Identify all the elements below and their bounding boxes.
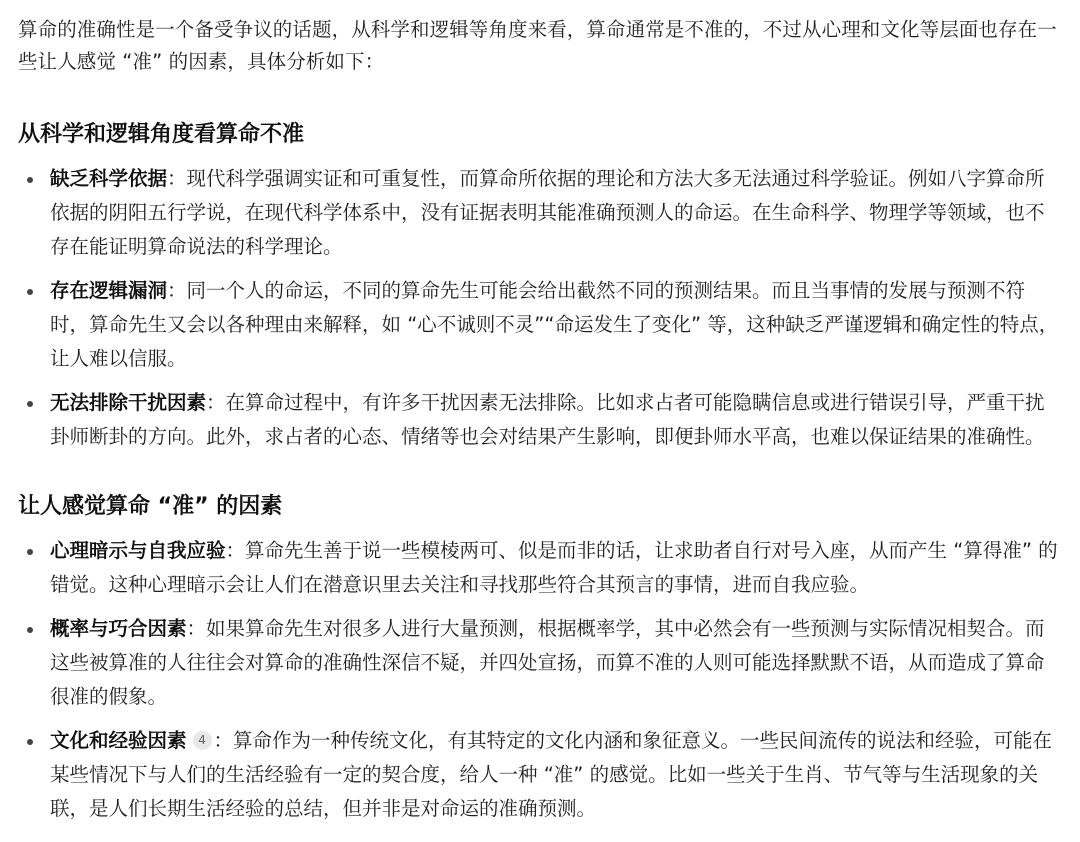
bullet-text: 同一个人的命运，不同的算命先生可能会给出截然不同的预测结果。而且当事情的发展与预测不符时，算命先生又会以各种理由来解释，如 “心不诚则不灵”“命运发生了变化” 等，这种缺乏严谨逻辑和确定性的特点，让人难以信服。 (50, 279, 1059, 370)
list-item (18, 724, 1060, 826)
list-item (18, 162, 1060, 264)
bullet-term: 概率与巧合因素 (50, 617, 187, 640)
section-title-science: 从科学和逻辑角度看算命不准 (18, 122, 305, 147)
bullet-separator: ： (206, 391, 226, 414)
bullet-term: 存在逻辑漏洞 (50, 279, 168, 302)
section-title-accuracy-factors: 让人感觉算命 “准” 的因素 (18, 494, 283, 519)
intro-paragraph: 算命的准确性是一个备受争议的话题，从科学和逻辑等角度来看，算命通常是不准的，不过从心理和文化等层面也存在一些让人感觉 “准” 的因素，具体分析如下： (18, 18, 1057, 73)
bullet-term: 心理暗示与自我应验 (50, 539, 226, 562)
list-item (18, 612, 1060, 714)
bullet-list-accuracy-factors (18, 534, 1060, 826)
bullet-separator: ： (225, 539, 246, 562)
bullet-text: 算命先生善于说一些模棱两可、似是而非的话，让求助者自行对号入座，从而产生 “算得准” 的错觉。这种心理暗示会让人们在潜意识里去关注和寻找那些符合其预言的事情，进而自我应验。 (50, 539, 1058, 596)
bullet-separator: ： (186, 617, 207, 640)
bullet-text: 如果算命先生对很多人进行大量预测，根据概率学，其中必然会有一些预测与实际情况相契合。而这些被算准的人往往会对算命的准确性深信不疑，并四处宣扬，而算不准的人则可能选择默默不语，从而造成了算命很准的假象。 (50, 617, 1045, 708)
list-item (18, 534, 1060, 602)
bullet-term: 文化和经验因素 (50, 729, 187, 752)
list-item (18, 386, 1060, 454)
bullet-text: 算命作为一种传统文化，有其特定的文化内涵和象征意义。一些民间流传的说法和经验，可能在某些情况下与人们的生活经验有一定的契合度，给人一种 “准” 的感觉。比如一些关于生肖、节气等与生活现象的关联，是人们长期生活经验的总结，但并非是对命运的准确预测。 (50, 729, 1053, 820)
bullet-term: 无法排除干扰因素 (50, 391, 207, 414)
bullet-text: 现代科学强调实证和可重复性，而算命所依据的理论和方法大多无法通过科学验证。例如八字算命所依据的阴阳五行学说，在现代科学体系中，没有证据表明其能准确预测人的命运。在生命科学、物理学等领域，也不存在能证明算命说法的科学理论。 (50, 167, 1045, 258)
bullet-separator: ： (213, 729, 234, 752)
list-item (18, 274, 1060, 376)
bullet-separator: ： (167, 279, 187, 302)
citation-badge[interactable]: 4 (193, 731, 212, 750)
bullet-term: 缺乏科学依据 (50, 167, 168, 190)
bullet-list-science (18, 162, 1060, 454)
bullet-separator: ： (167, 167, 187, 190)
bullet-text: 在算命过程中，有许多干扰因素无法排除。比如求占者可能隐瞒信息或进行错误引导，严重干扰卦师断卦的方向。此外，求占者的心态、情绪等也会对结果产生影响，即便卦师水平高，也难以保证结果的准确性。 (50, 391, 1045, 448)
